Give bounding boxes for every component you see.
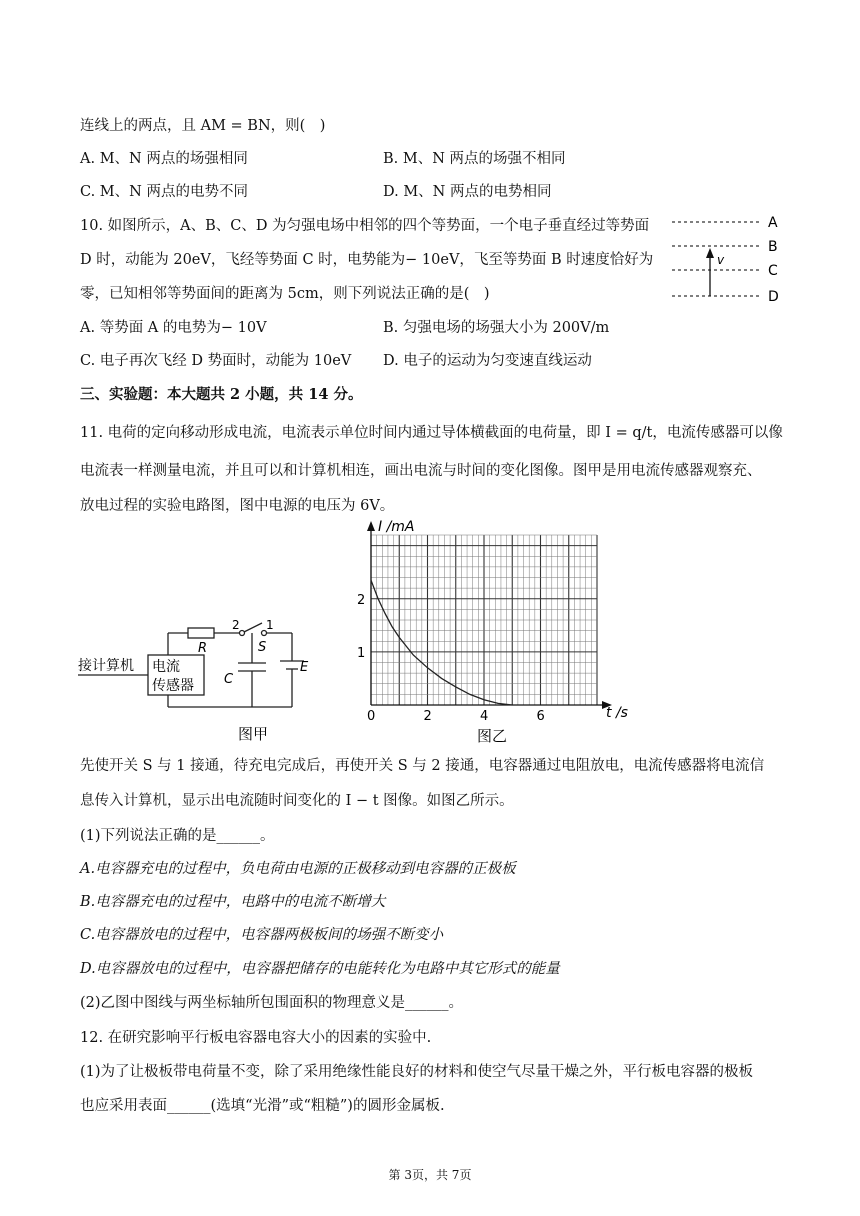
circuit-figure [76, 615, 326, 745]
switch-position-1: 1 [266, 618, 274, 632]
velocity-label: v [717, 253, 725, 267]
q11-option-a: A.电容器充电的过程中，负电荷由电源的正极移动到电容器的正极板 [80, 861, 516, 877]
x-axis-label: t /s [606, 705, 628, 721]
q11-stem-line2: 电流表一样测量电流，并且可以和计算机相连，画出电流与时间的变化图像。图甲是用电流传感器观察充、 [80, 463, 762, 479]
capacitor-label: C [224, 672, 234, 687]
q12-stem: 12. 在研究影响平行板电容器电容大小的因素的实验中. [80, 1030, 432, 1046]
q10-stem-line3: 零，已知相邻等势面间的距离为 5cm，则下列说法正确的是( ) [80, 286, 490, 302]
q9-option-b: B. M、N 两点的场强不相同 [383, 151, 566, 167]
x-tick-label: 2 [423, 709, 432, 724]
x-tick-label: 4 [480, 709, 489, 724]
plane-label-b: B [768, 239, 778, 255]
q11-option-b: B.电容器充电的过程中，电路中的电流不断增大 [80, 894, 386, 910]
resistor-label: R [198, 641, 208, 656]
plane-label-c: C [768, 263, 778, 279]
y-axis-label: I /mA [378, 519, 415, 535]
q9-option-d: D. M、N 两点的电势相同 [383, 184, 552, 200]
q10-option-b: B. 匀强电场的场强大小为 200V/m [383, 320, 610, 336]
q11-stem-line4: 先使开关 S 与 1 接通，待充电完成后，再使开关 S 与 2 接通，电容器通过电阻放电，电流传感器将电流信 [80, 758, 765, 774]
x-tick-label: 0 [367, 709, 376, 724]
equipotential-planes-figure [668, 210, 788, 310]
switch-label: S [258, 640, 267, 655]
section-heading: 三、实验题：本大题共 2 小题，共 14 分。 [80, 386, 363, 403]
current-time-chart [340, 515, 640, 747]
q11-sub2: (2)乙图中图线与两坐标轴所包围面积的物理意义是______。 [80, 995, 464, 1011]
plane-label-d: D [768, 289, 779, 305]
y-axis-arrow [367, 521, 375, 531]
x-tick-label: 6 [536, 709, 545, 724]
page-footer: 第 3页，共 7页 [388, 1168, 472, 1182]
q11-stem-line1: 11. 电荷的定向移动形成电流，电流表示单位时间内通过导体横截面的电荷量，即 I = q/t，电流传感器可以像 [80, 425, 783, 441]
q11-stem-line5: 息传入计算机，显示出电流随时间变化的 I − t 图像。如图乙所示。 [80, 793, 514, 809]
y-tick-label: 2 [357, 592, 366, 608]
y-tick-label: 1 [357, 645, 366, 661]
sensor-label-line2: 传感器 [152, 678, 194, 694]
q12-sub1-line2: 也应采用表面______(选填“光滑”或“粗糙”)的圆形金属板. [80, 1098, 445, 1114]
q10-option-c: C. 电子再次飞经 D 势面时，动能为 10eV [80, 353, 352, 369]
q10-stem-line1: 10. 如图所示，A、B、C、D 为匀强电场中相邻的四个等势面，一个电子垂直经过等势面 [80, 218, 650, 234]
switch-position-2: 2 [232, 618, 240, 632]
plane-label-a: A [768, 215, 778, 231]
q11-sub1: (1)下列说法正确的是______。 [80, 828, 275, 844]
q10-option-d: D. 电子的运动为匀变速直线运动 [383, 353, 592, 369]
figure-a-caption: 图甲 [238, 725, 269, 743]
battery-label: E [300, 660, 309, 675]
q9-option-c: C. M、N 两点的电势不同 [80, 184, 248, 200]
q10-option-a: A. 等势面 A 的电势为− 10V [80, 320, 267, 336]
q11-option-c: C.电容器放电的过程中，电容器两极板间的场强不断变小 [80, 927, 444, 943]
q9-option-a: A. M、N 两点的场强相同 [80, 151, 248, 167]
q10-stem-line2: D 时，动能为 20eV，飞经等势面 C 时，电势能为− 10eV，飞至等势面 B 时速度恰好为 [80, 252, 654, 268]
computer-label: 接计算机 [78, 658, 134, 674]
figure-b-caption: 图乙 [477, 727, 508, 745]
q11-stem-line3: 放电过程的实验电路图，图中电源的电压为 6V。 [80, 498, 395, 514]
q9-stem-end: 连线上的两点，且 AM = BN，则( ) [80, 118, 326, 134]
q11-option-d: D.电容器放电的过程中，电容器把储存的电能转化为电路中其它形式的能量 [80, 961, 560, 977]
q12-sub1-line1: (1)为了让极板带电荷量不变，除了采用绝缘性能良好的材料和使空气尽量干燥之外，平行板电容器的极板 [80, 1064, 754, 1080]
sensor-label-line1: 电流 [152, 659, 180, 675]
